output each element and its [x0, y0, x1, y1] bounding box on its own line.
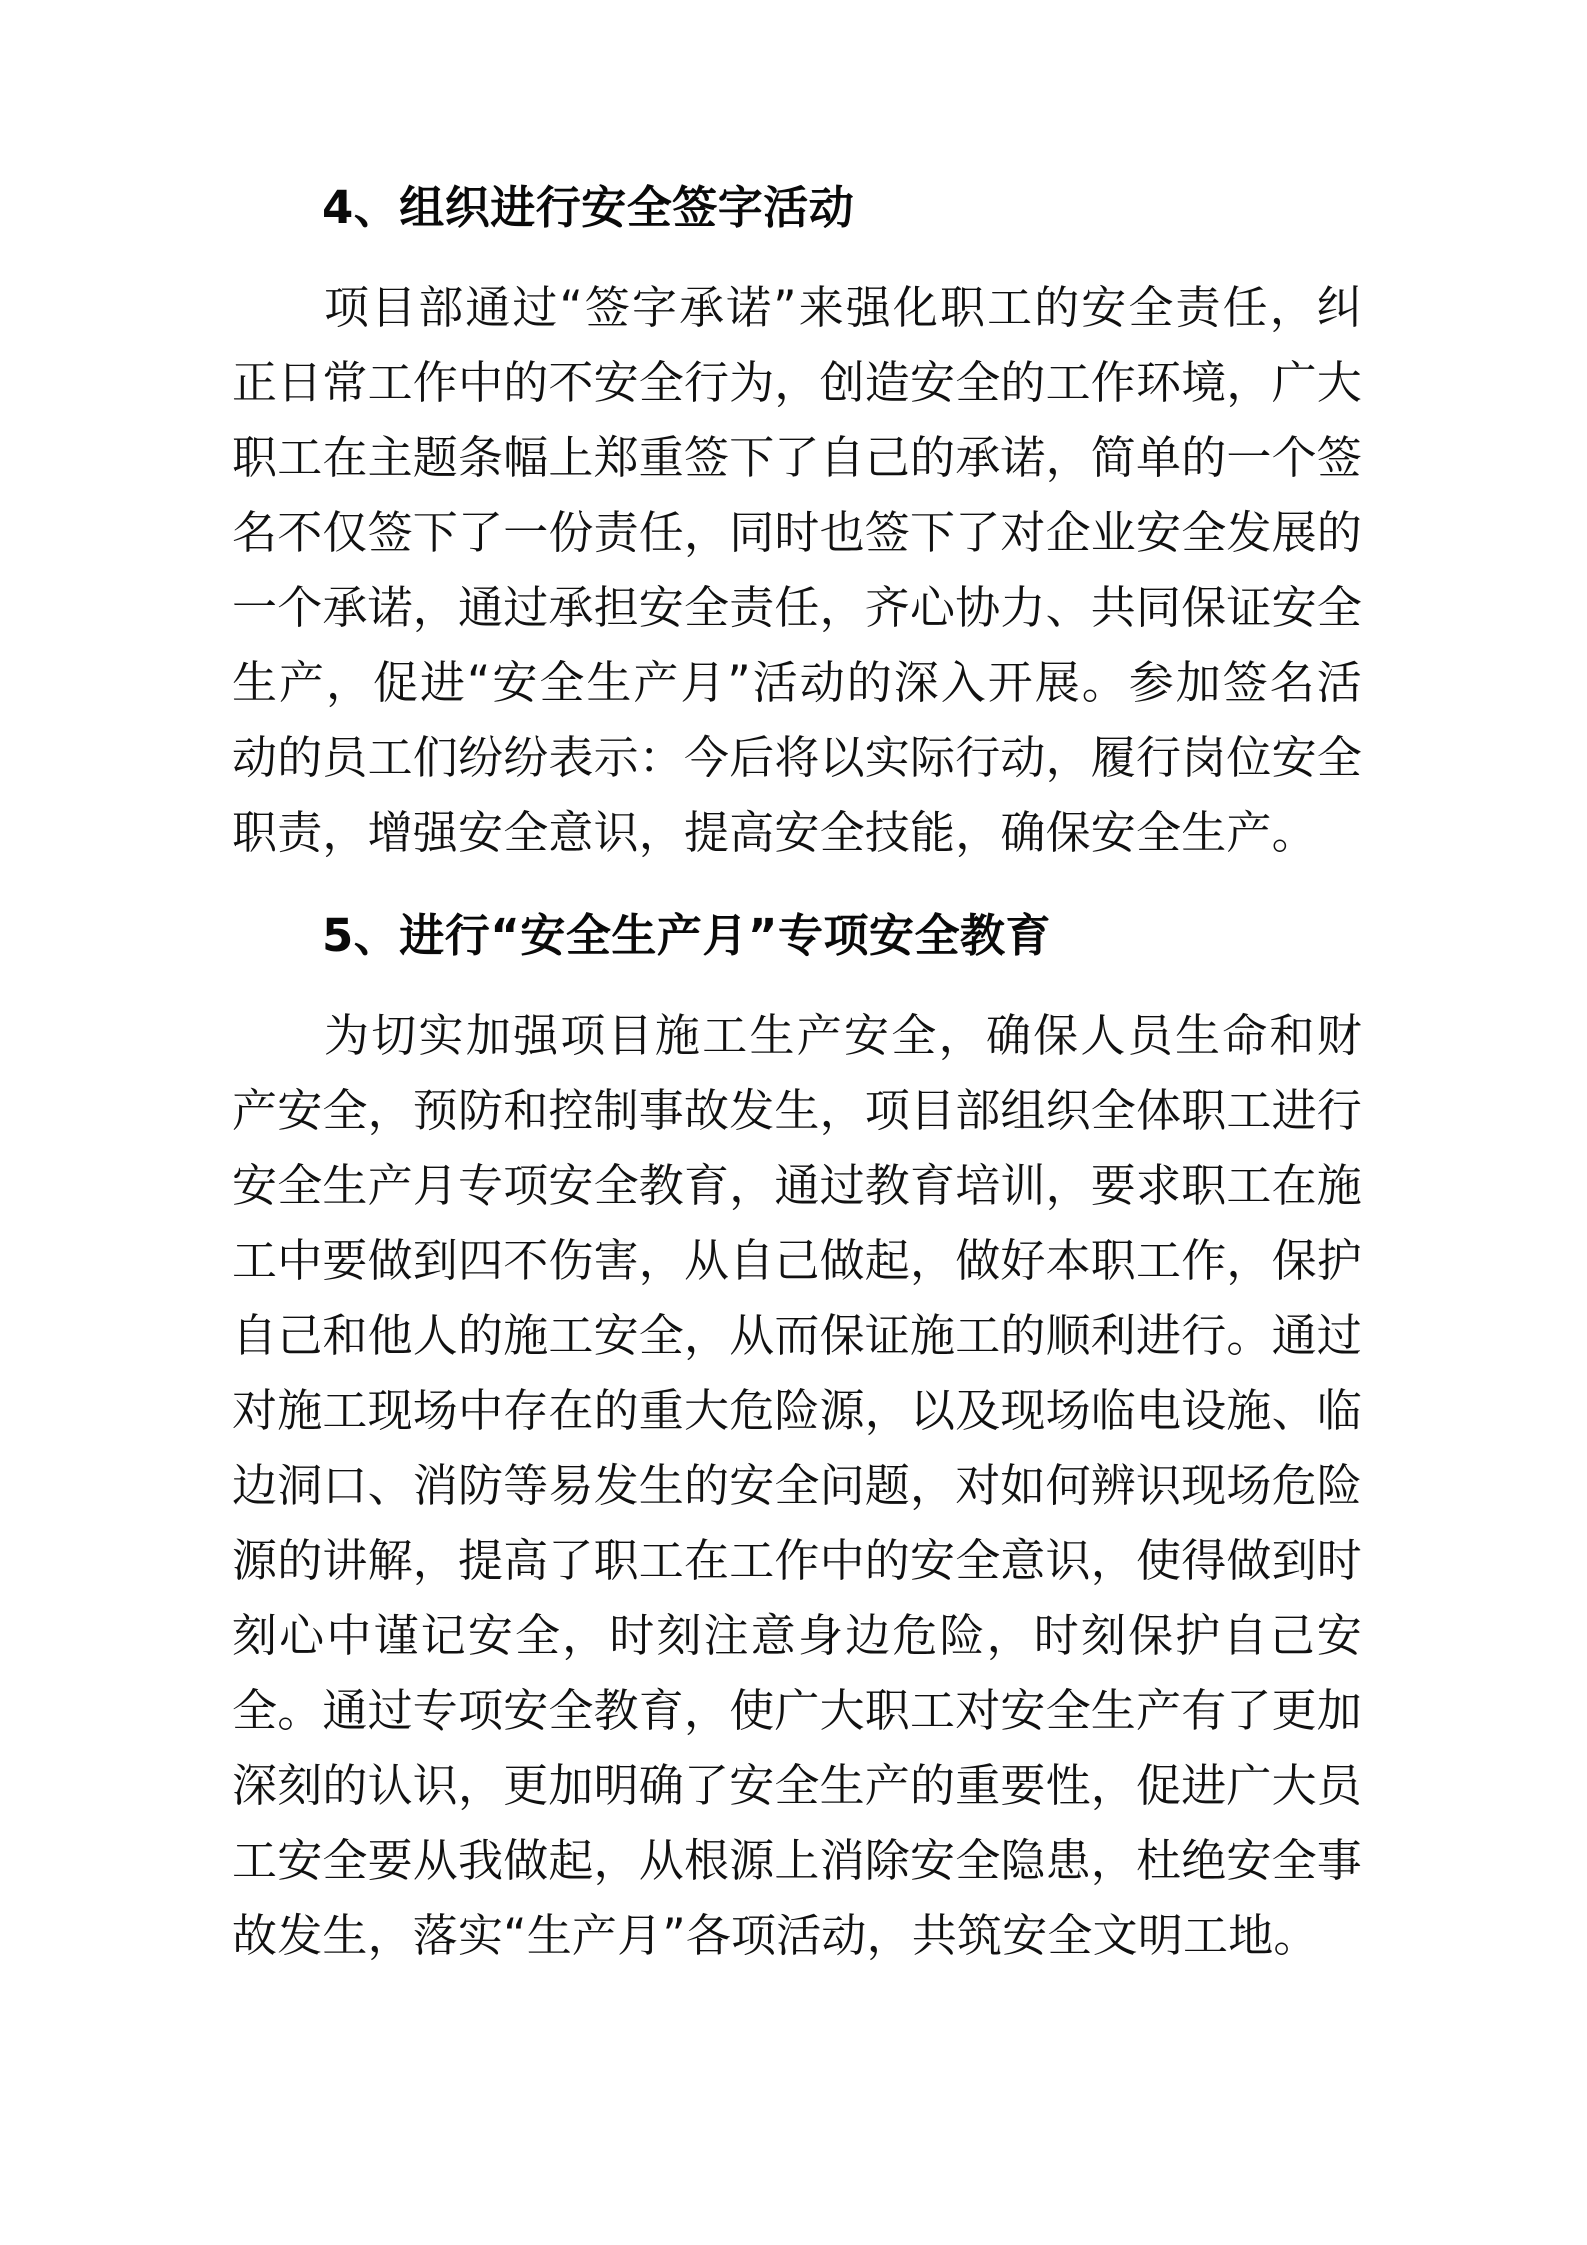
- document-content: [232, 176, 1362, 1973]
- spacer: [232, 968, 1362, 998]
- section-heading-5: 5、进行“安全生产月”专项安全教育: [322, 908, 1051, 962]
- spacer: [232, 240, 1362, 270]
- section-body-4: 项目部通过“签字承诺”来强化职工的安全责任，纠正日常工作中的不安全行为，创造安全的工作环境，广大职工在主题条幅上郑重签下了自己的承诺，简单的一个签名不仅签下了一份责任，同时也签下了对企业安全发展的一个承诺，通过承担安全责任，齐心协力、共同保证安全生产，促进“安全生产月”活动的深入开展。参加签名活动的员工们纷纷表示：今后将以实际行动，履行岗位安全职责，增强安全意识，提高安全技能，确保安全生产。: [232, 280, 1363, 859]
- spacer: [232, 870, 1362, 904]
- section-heading-4: 4、组织进行安全签字活动: [322, 181, 855, 234]
- section-body-5: 为切实加强项目施工生产安全，确保人员生命和财产安全，预防和控制事故发生，项目部组织全体职工进行安全生产月专项安全教育，通过教育培训，要求职工在施工中要做到四不伤害，从自己做起，做好本职工作，保护自己和他人的施工安全，从而保证施工的顺利进行。通过对施工现场中存在的重大危险源，以及现场临电设施、临边洞口、消防等易发生的安全问题，对如何辨识现场危险源的讲解，提高了职工在工作中的安全意识，使得做到时刻心中谨记安全，时刻注意身边危险，时刻保护自己安全。通过专项安全教育，使广大职工对安全生产有了更加深刻的认识，更加明确了安全生产的重要性，促进广大员工安全要从我做起，从根源上消除安全隐患，杜绝安全事故发生，落实“生产月”各项活动，共筑安全文明工地。: [232, 1008, 1363, 1962]
